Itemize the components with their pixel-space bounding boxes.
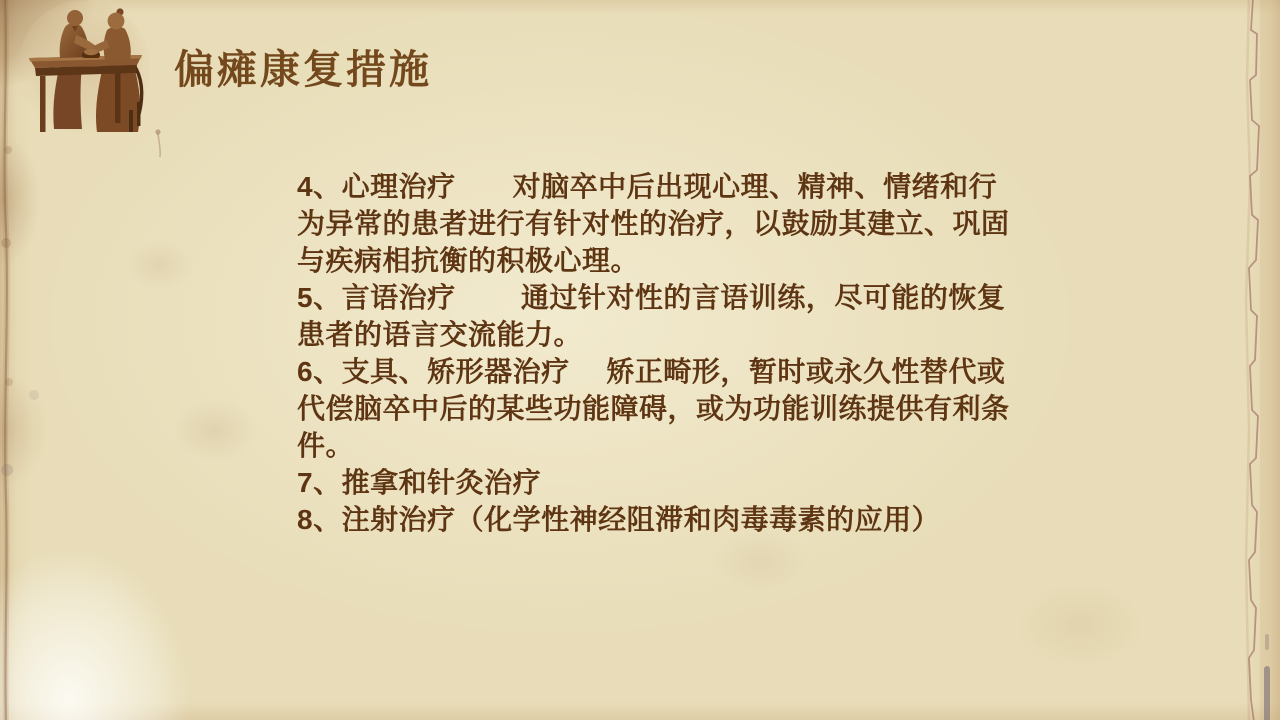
body-text-line: 为异常的患者进行有针对性的治疗，以鼓励其建立、巩固 bbox=[297, 208, 1010, 239]
body-text-line: 4、心理治疗 对脑卒中后出现心理、精神、情绪和行 bbox=[297, 171, 998, 202]
body-text-line: 件。 bbox=[297, 430, 355, 461]
body-text-line: 5、言语治疗 通过针对性的言语训练，尽可能的恢复 bbox=[297, 282, 1006, 313]
slide-body-text bbox=[297, 168, 1010, 538]
tcm-pulse-diagnosis-sculpture-image bbox=[18, 2, 150, 138]
body-text-line: 8、注射治疗（化学性神经阻滞和肉毒毒素的应用） bbox=[297, 504, 941, 535]
body-text-line: 6、支具、矫形器治疗 矫正畸形，暂时或永久性替代或 bbox=[297, 356, 1006, 387]
body-text-line: 7、推拿和针灸治疗 bbox=[297, 467, 542, 498]
body-text-line: 与疾病相抗衡的积极心理。 bbox=[297, 245, 640, 276]
body-text-line: 代偿脑卒中后的某些功能障碍，或为功能训练提供有利条 bbox=[297, 393, 1010, 424]
body-text-line: 患者的语言交流能力。 bbox=[297, 319, 583, 350]
slide-title: 偏瘫康复措施 bbox=[174, 48, 432, 92]
